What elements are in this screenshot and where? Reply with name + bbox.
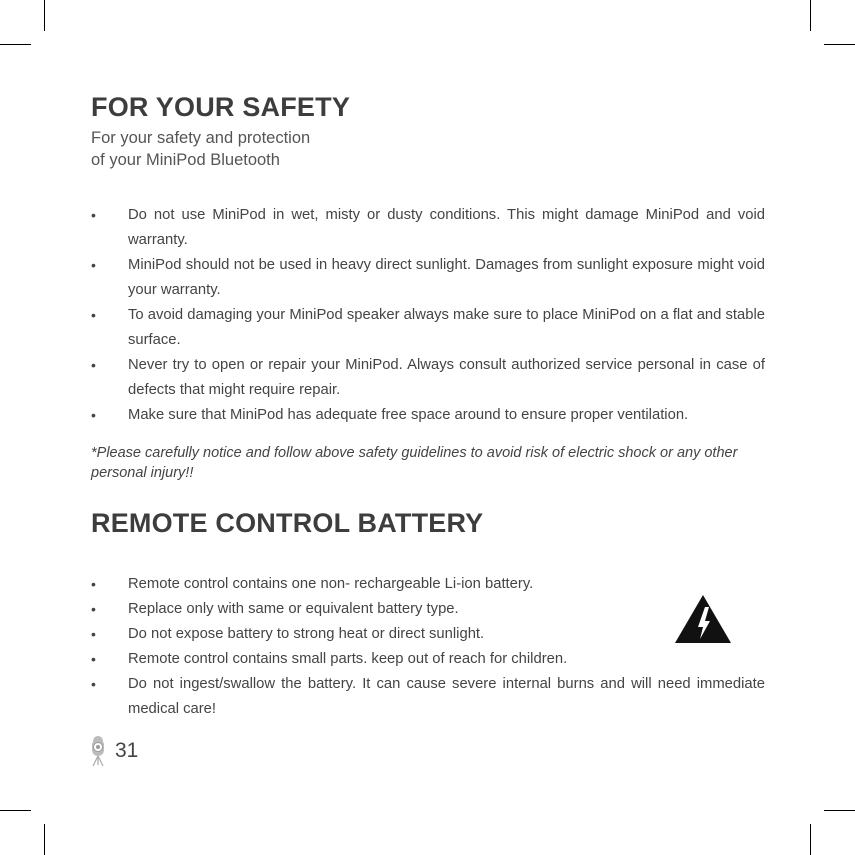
list-item-text: Do not use MiniPod in wet, misty or dusty conditions. This might damage MiniPod and void warranty. [128,207,765,248]
crop-mark [44,824,45,855]
bullet: • [91,207,96,223]
bullet: • [91,626,96,642]
safety-subtitle [91,127,391,171]
bullet: • [91,257,96,273]
high-voltage-warning-icon [674,594,732,644]
list-item-text: To avoid damaging your MiniPod speaker always make sure to place MiniPod on a flat and stable surface. [128,307,765,348]
crop-mark [0,44,31,45]
crop-mark [0,810,31,811]
battery-heading: REMOTE CONTROL BATTERY [91,508,484,538]
bullet: • [91,357,96,373]
list-item-text: MiniPod should not be used in heavy direct sunlight. Damages from sunlight exposure might void your warranty. [128,257,765,298]
safety-heading: FOR YOUR SAFETY [91,92,351,122]
page-number: 31 [115,739,139,762]
safety-subtitle-line1: For your safety and protection [91,129,311,147]
battery-list [91,572,765,722]
list-item [91,597,765,622]
list-item-text: Do not expose battery to strong heat or direct sunlight. [128,626,485,642]
list-item [91,303,765,353]
crop-mark [810,824,811,855]
bullet: • [91,601,96,617]
list-item-text: Remote control contains one non- rechargeable Li-ion battery. [128,576,534,592]
safety-subtitle-line2: of your MiniPod Bluetooth [91,151,280,169]
bullet: • [91,576,96,592]
list-item-text: Make sure that MiniPod has adequate free space around to ensure proper ventilation. [128,407,689,423]
crop-mark [824,44,855,45]
bullet: • [91,307,96,323]
list-item-text: Do not ingest/swallow the battery. It can cause severe internal burns and will need immediate medical care! [128,676,765,717]
crop-mark [810,0,811,31]
crop-mark [44,0,45,31]
safety-note: *Please carefully notice and follow above safety guidelines to avoid risk of electric shock or any other personal injury!! [91,445,738,481]
bullet: • [91,407,96,423]
list-item [91,647,765,672]
list-item-text: Remote control contains small parts. keep out of reach for children. [128,651,568,667]
bullet: • [91,651,96,667]
list-item [91,353,765,403]
crop-mark [824,810,855,811]
list-item [91,622,765,647]
list-item-text: Never try to open or repair your MiniPod. Always consult authorized service personal in case of defects that might require repair. [128,357,765,398]
list-item [91,403,765,428]
list-item [91,572,765,597]
list-item [91,253,765,303]
list-item [91,203,765,253]
page-footer [90,734,138,768]
list-item [91,672,765,722]
speaker-logo-icon [90,735,106,767]
list-item-text: Replace only with same or equivalent battery type. [128,601,459,617]
bullet: • [91,676,96,692]
safety-list [91,203,765,428]
